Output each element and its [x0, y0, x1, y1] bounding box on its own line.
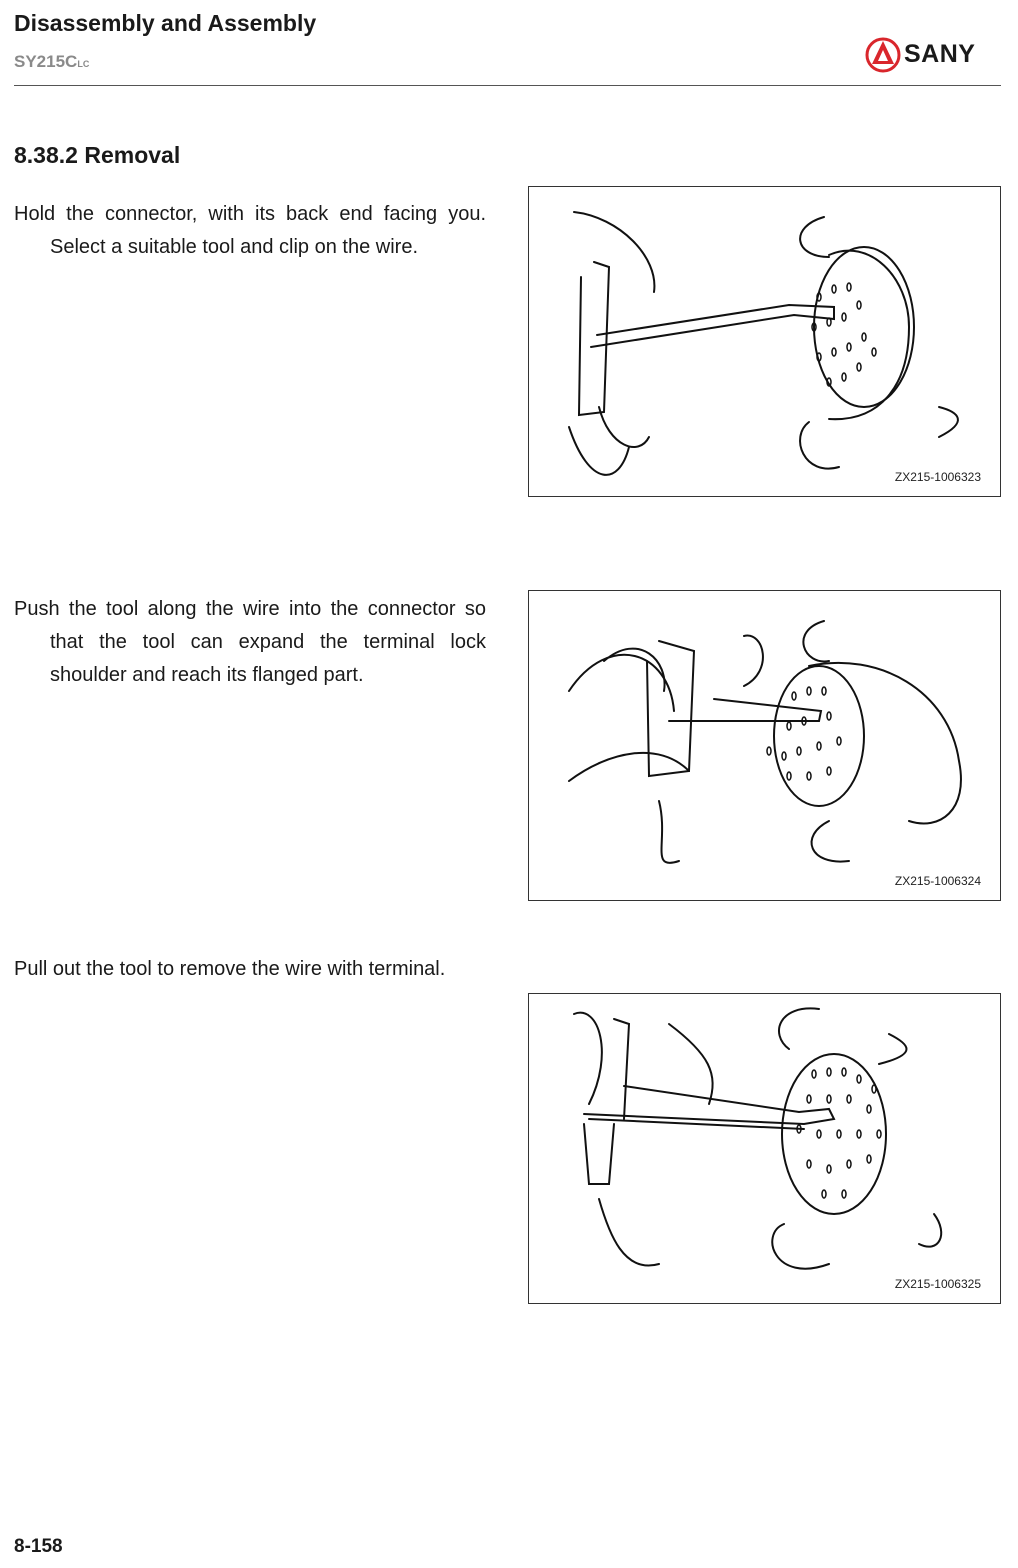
- figure-2-id: ZX215-1006324: [894, 874, 981, 888]
- figure-1: [528, 186, 1001, 497]
- step-2-text: Push the tool along the wire into the connector so that the tool can expand the terminal lock shoulder and reach its flanged part.: [14, 598, 486, 686]
- page-number: 8-158: [14, 1536, 63, 1557]
- model-suffix: LC: [77, 59, 90, 69]
- step-3-text: Pull out the tool to remove the wire with terminal.: [14, 958, 446, 980]
- model-name: SY215C: [14, 52, 78, 71]
- document-title: Disassembly and Assembly: [14, 10, 317, 36]
- figure-1-illustration: [529, 187, 1002, 498]
- figure-3-illustration: [529, 994, 1002, 1305]
- step-1-text: Hold the connector, with its back end facing you. Select a suitable tool and clip on the wire.: [14, 203, 486, 258]
- figure-2: [528, 590, 1001, 901]
- sany-logo-icon: [864, 36, 908, 74]
- figure-3: [528, 993, 1001, 1304]
- model-label: [14, 52, 89, 72]
- figure-3-id: ZX215-1006325: [894, 1277, 981, 1291]
- figure-2-illustration: [529, 591, 1002, 902]
- brand-name: SANY: [904, 40, 976, 68]
- figure-1-id: ZX215-1006323: [894, 470, 981, 484]
- header-divider: [14, 85, 1001, 86]
- section-title: 8.38.2 Removal: [14, 142, 181, 168]
